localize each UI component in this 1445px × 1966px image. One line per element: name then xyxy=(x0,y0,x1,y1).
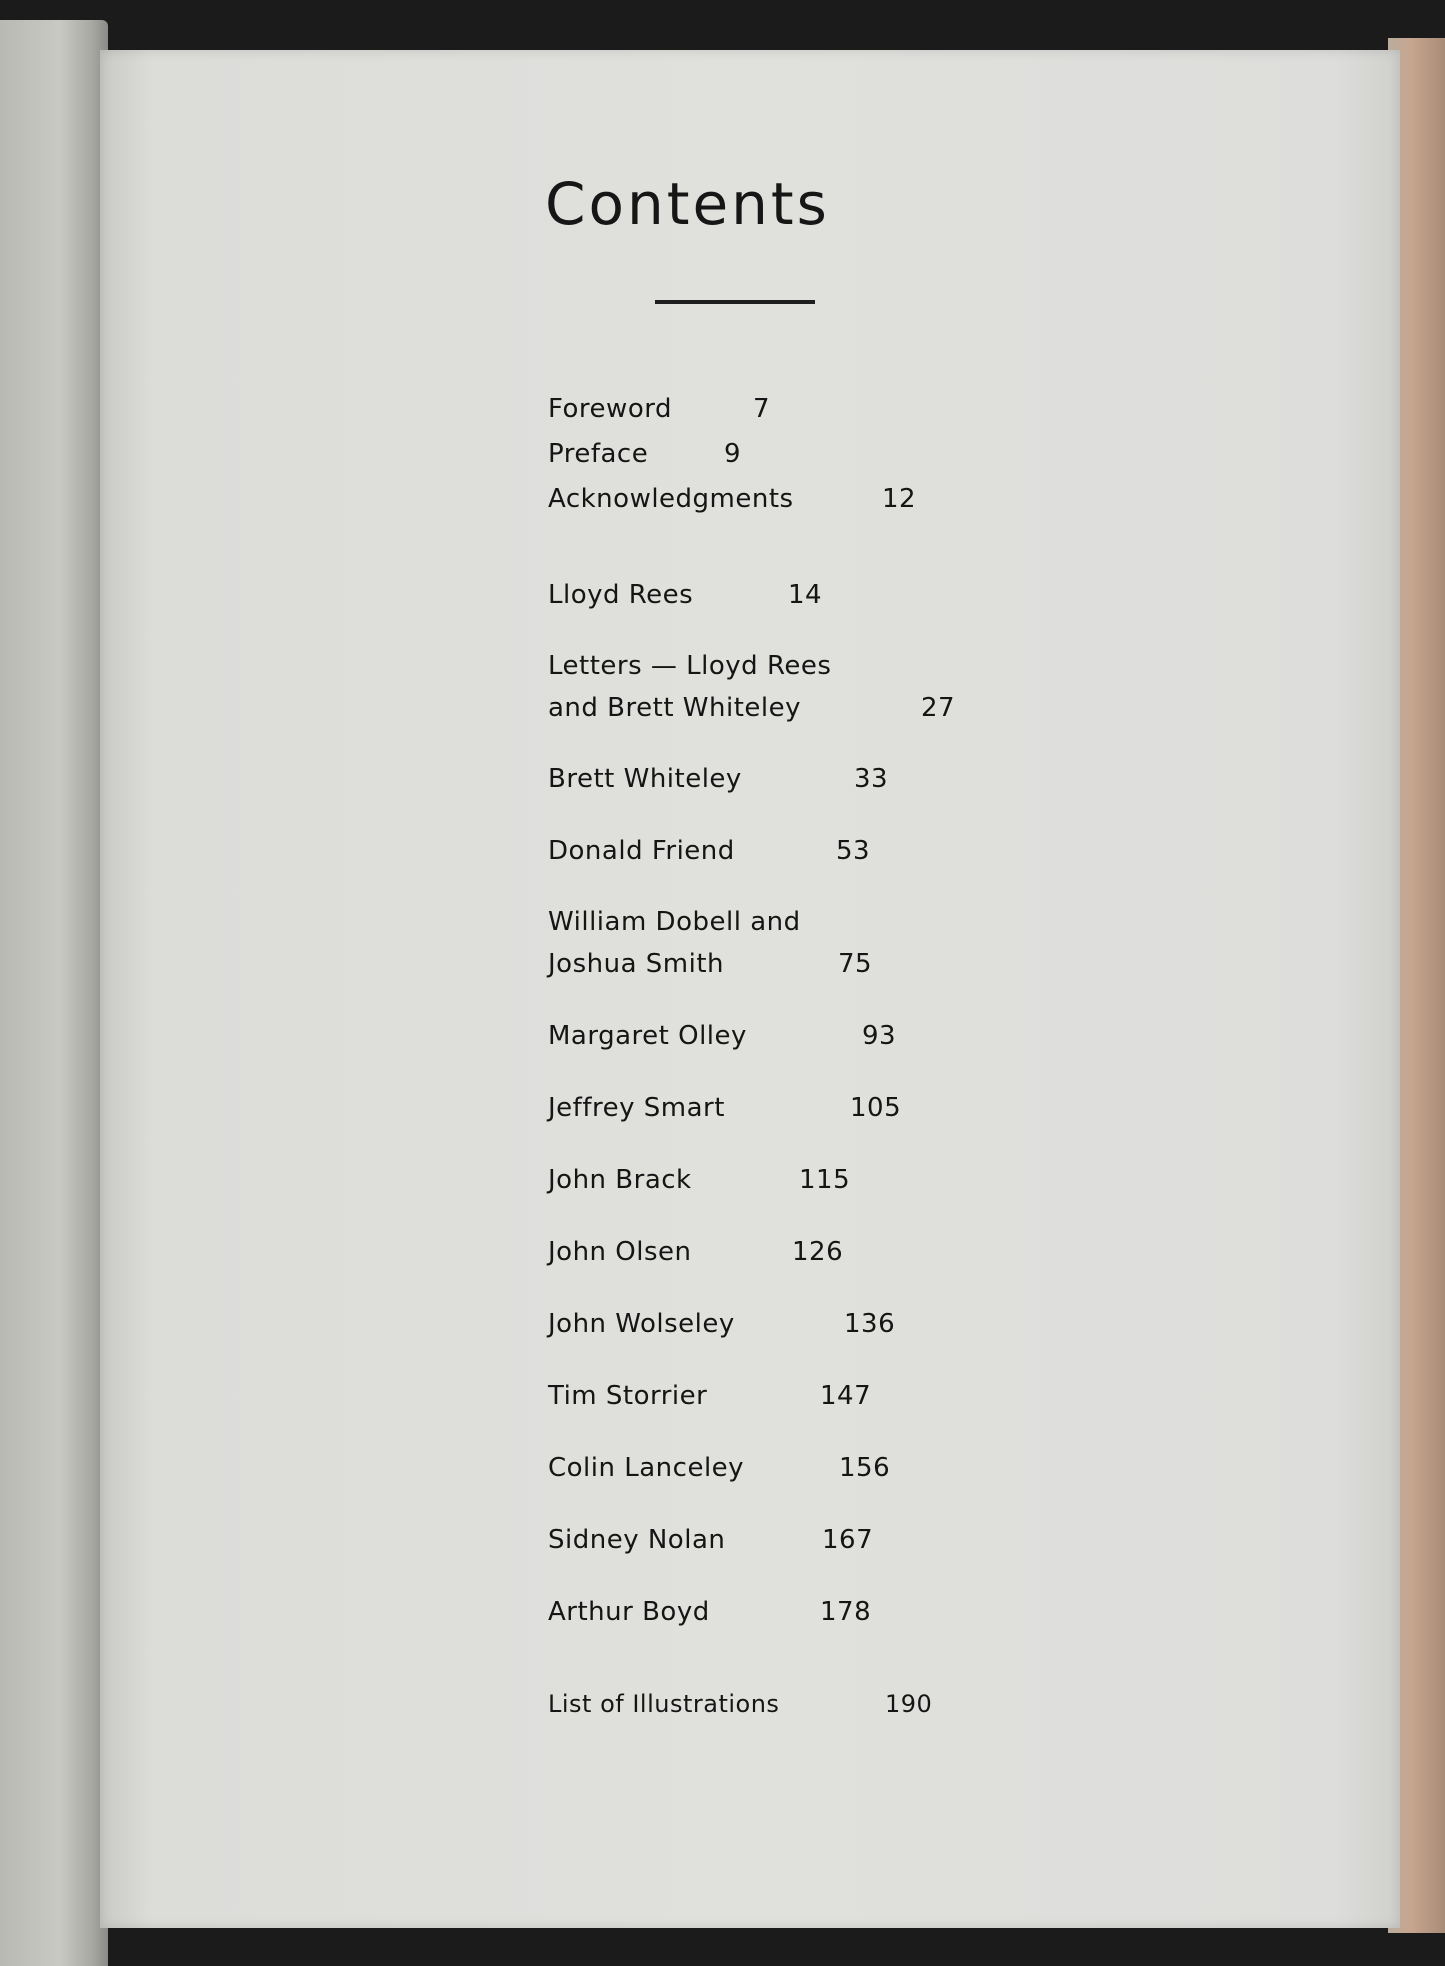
entry-page-number: 7 xyxy=(753,394,771,424)
entry-title: Jeffrey Smart xyxy=(548,1093,725,1123)
entry-title: Margaret Olley xyxy=(548,1021,747,1051)
entry-title: Acknowledgments xyxy=(548,484,794,514)
entry-title: Arthur Boyd xyxy=(548,1597,710,1627)
entry-title: John Wolseley xyxy=(548,1309,735,1339)
entry-page-number: 115 xyxy=(799,1165,851,1195)
entry-title: Lloyd Rees xyxy=(548,580,694,610)
entry-page-number: 75 xyxy=(838,949,873,979)
toc-entry[interactable] xyxy=(548,762,889,797)
entry-title: Preface xyxy=(548,439,649,469)
entry-title-line-1: William Dobell and xyxy=(548,907,801,937)
entry-page-number: 53 xyxy=(836,836,871,866)
entry-title-line-2: Joshua Smith xyxy=(548,949,725,980)
toc-entry[interactable] xyxy=(548,1163,851,1198)
entry-title: Foreword xyxy=(548,394,672,424)
entry-title: Brett Whiteley xyxy=(548,764,742,794)
entry-title: John Brack xyxy=(548,1165,692,1195)
toc-entry[interactable] xyxy=(548,1019,897,1054)
entry-page-number: 190 xyxy=(885,1690,933,1718)
toc-entry[interactable] xyxy=(548,1235,844,1270)
entry-page-number: 9 xyxy=(724,439,742,469)
page-title: Contents xyxy=(545,170,830,238)
entry-page-number: 147 xyxy=(820,1381,872,1411)
entry-title: Colin Lanceley xyxy=(548,1453,745,1483)
toc-entry[interactable] xyxy=(548,1523,874,1558)
entry-title: Sidney Nolan xyxy=(548,1525,726,1555)
toc-entry[interactable] xyxy=(548,905,873,982)
entry-title: Donald Friend xyxy=(548,836,735,866)
entry-title: Tim Storrier xyxy=(548,1381,708,1411)
toc-entry[interactable] xyxy=(548,834,871,869)
toc-entry[interactable] xyxy=(548,578,823,613)
toc-entry[interactable] xyxy=(548,1451,891,1486)
toc-entry[interactable] xyxy=(548,1688,933,1720)
entry-page-number: 126 xyxy=(792,1237,844,1267)
entry-page-number: 136 xyxy=(844,1309,896,1339)
toc-entry[interactable] xyxy=(548,392,771,427)
entry-title-line-1: Letters — Lloyd Rees xyxy=(548,651,832,681)
entry-title-line-2: and Brett Whiteley xyxy=(548,693,801,724)
entry-page-number: 105 xyxy=(850,1093,902,1123)
toc-entry[interactable] xyxy=(548,1091,902,1126)
entry-page-number: 156 xyxy=(839,1453,891,1483)
toc-entry[interactable] xyxy=(548,1307,896,1342)
entry-page-number: 178 xyxy=(820,1597,872,1627)
toc-entry[interactable] xyxy=(548,437,742,472)
toc-entry[interactable] xyxy=(548,482,917,517)
entry-title: List of Illustrations xyxy=(548,1690,780,1718)
toc-entry[interactable] xyxy=(548,1379,872,1414)
toc-entry[interactable] xyxy=(548,649,956,726)
entry-page-number: 93 xyxy=(862,1021,897,1051)
toc-entry[interactable] xyxy=(548,1595,872,1630)
entry-page-number: 33 xyxy=(854,764,889,794)
entry-page-number: 12 xyxy=(882,484,917,514)
entry-page-number: 167 xyxy=(822,1525,874,1555)
entry-title: John Olsen xyxy=(548,1237,692,1267)
entry-page-number: 14 xyxy=(788,580,823,610)
entry-page-number: 27 xyxy=(921,693,956,723)
